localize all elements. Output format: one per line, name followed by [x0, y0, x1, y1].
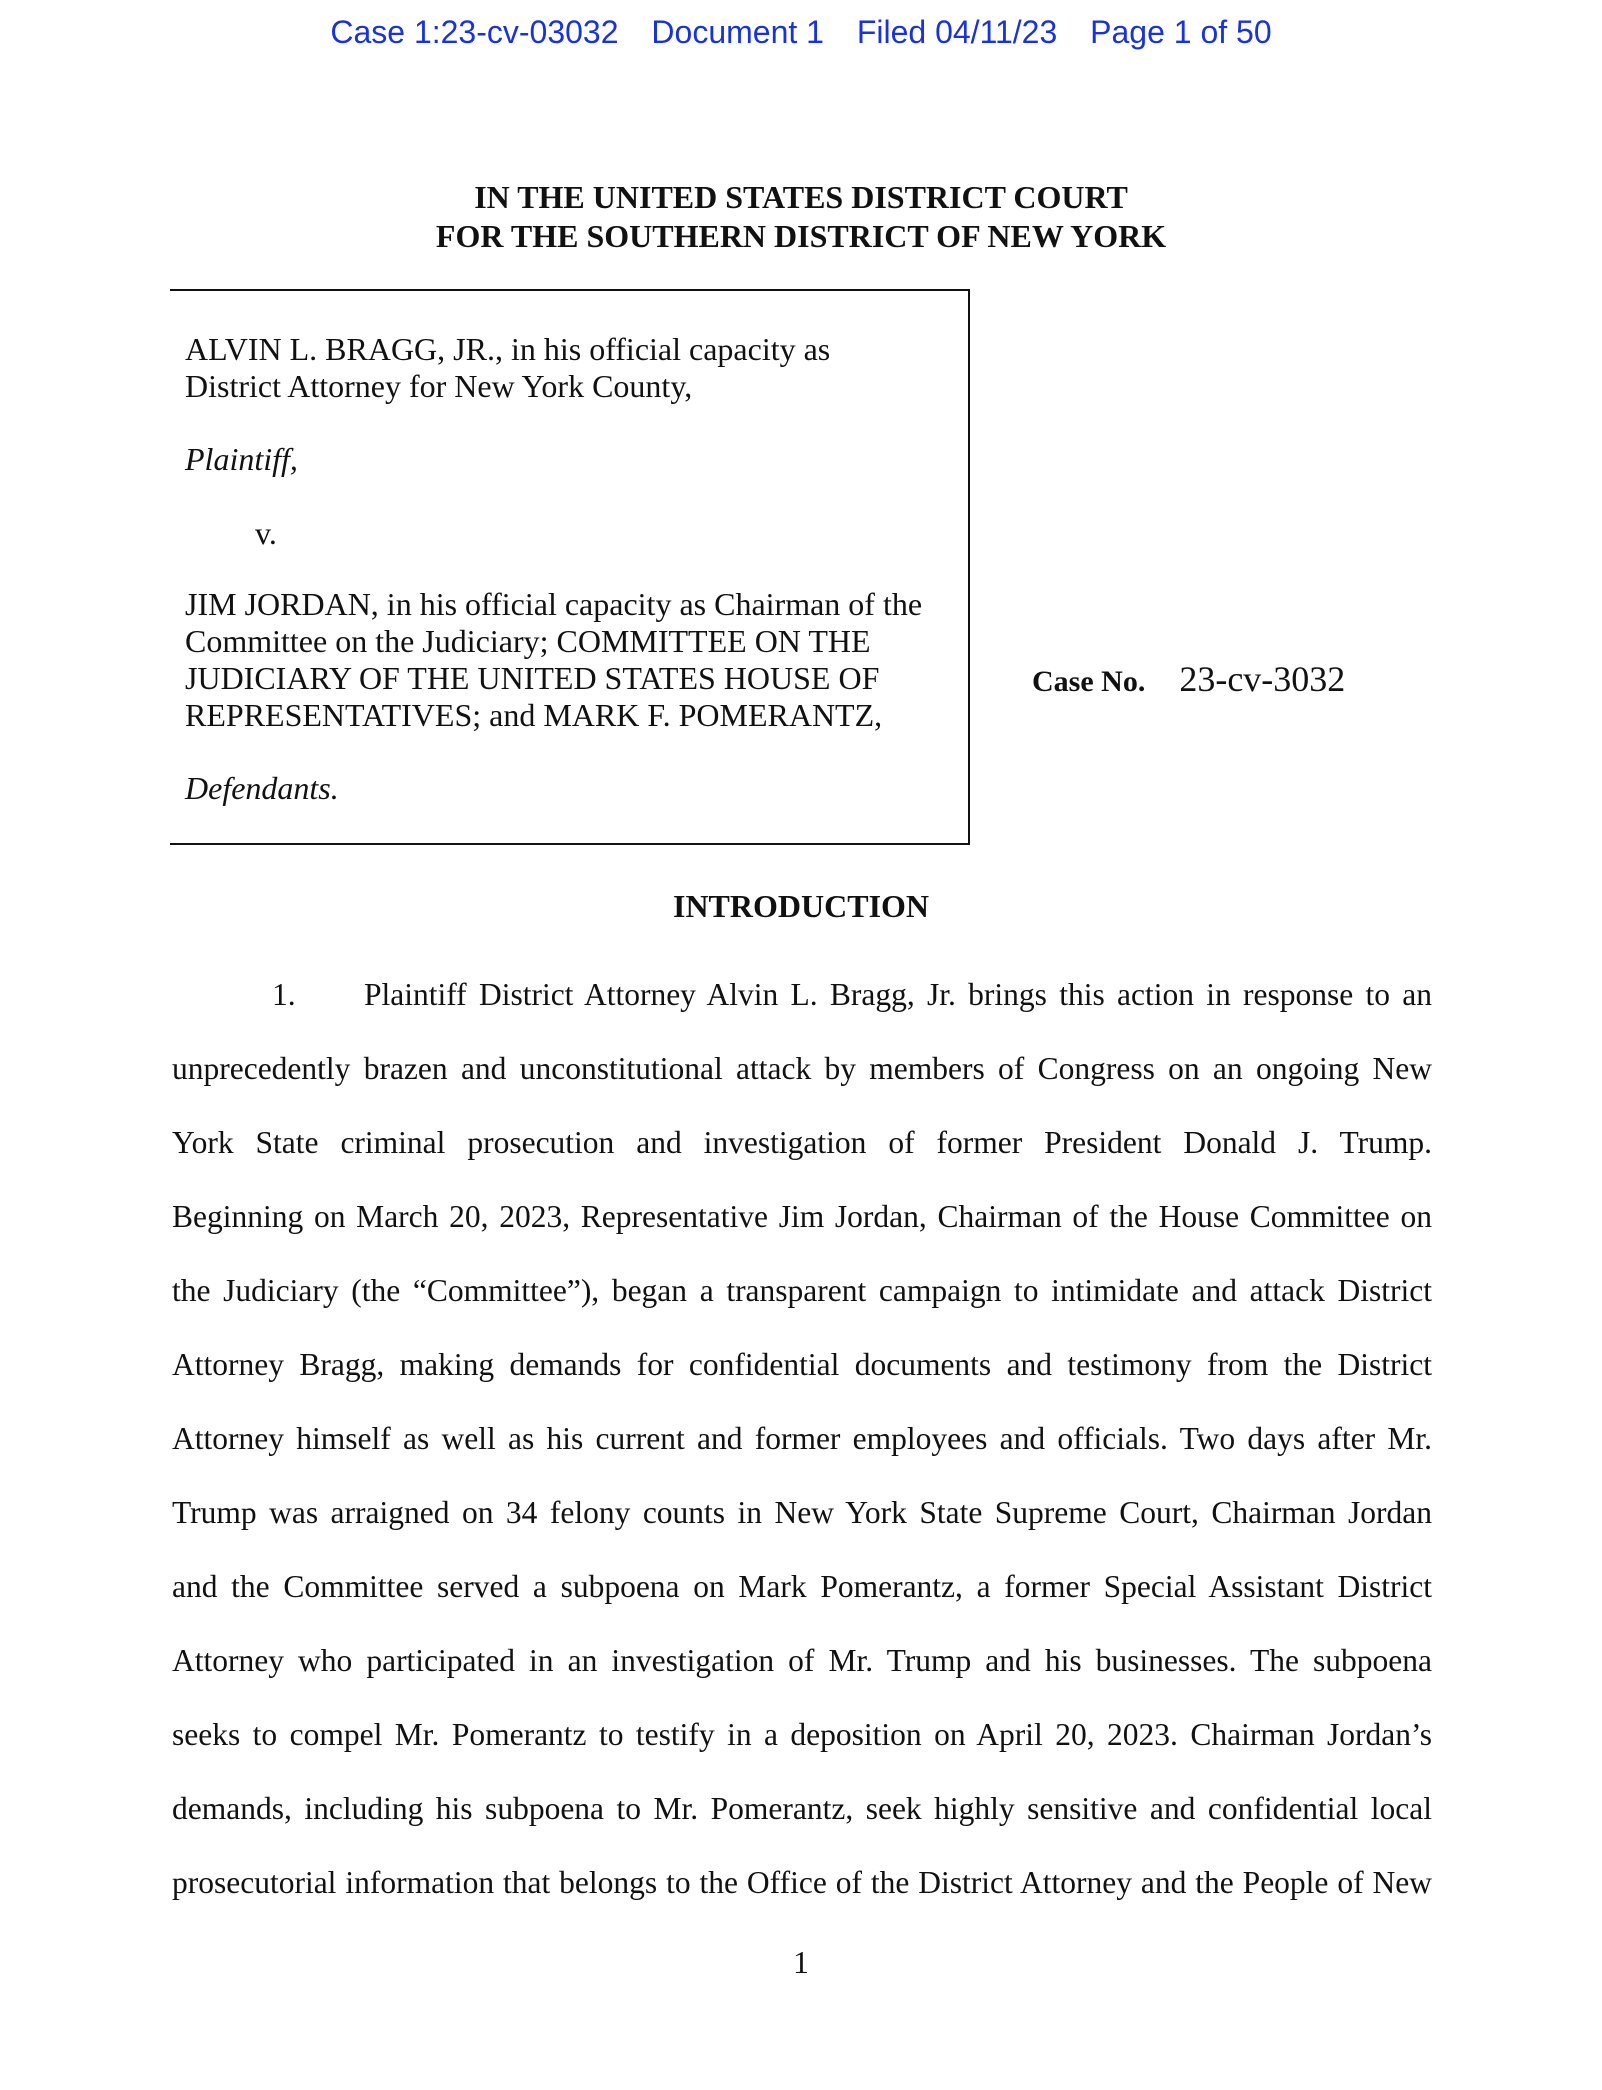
versus-label: v.: [255, 515, 277, 551]
paragraph-number: 1.: [272, 977, 296, 1012]
paragraph-line-text: Plaintiff District Attorney Alvin L. Bragg, Jr. brings this action in response to an: [364, 977, 1432, 1012]
court-heading-line2: FOR THE SOUTHERN DISTRICT OF NEW YORK: [435, 218, 1167, 254]
plaintiff-role: Plaintiff,: [185, 441, 298, 477]
paragraph-line: Beginning on March 20, 2023, Representative Jim Jordan, Chairman of the House Committee on: [172, 1199, 1432, 1234]
paragraph-line: York State criminal prosecution and investigation of former President Donald J. Trump.: [172, 1125, 1432, 1160]
paragraph-line: the Judiciary (the “Committee”), began a transparent campaign to intimidate and attack District: [172, 1273, 1432, 1308]
plaintiff-name-line2: District Attorney for New York County,: [185, 368, 693, 404]
paragraph-1: [172, 958, 1432, 1920]
paragraph-line: Attorney who participated in an investigation of Mr. Trump and his businesses. The subpoena: [172, 1643, 1432, 1678]
court-heading-line1: IN THE UNITED STATES DISTRICT COURT: [474, 179, 1128, 215]
page-number: 1: [793, 1944, 809, 1980]
case-number-block: [1032, 658, 1345, 700]
paragraph-line: Attorney Bragg, making demands for confidential documents and testimony from the District: [172, 1347, 1432, 1382]
defendants-line3: JUDICIARY OF THE UNITED STATES HOUSE OF: [185, 660, 880, 696]
paragraph-line: Trump was arraigned on 34 felony counts in New York State Supreme Court, Chairman Jordan: [172, 1495, 1432, 1530]
defendants-role: Defendants.: [185, 770, 339, 806]
case-number-label: Case No.: [1032, 665, 1146, 698]
section-heading: INTRODUCTION: [672, 888, 930, 924]
ecf-filed-date: Filed 04/11/23: [856, 14, 1058, 50]
defendants-line4: REPRESENTATIVES; and MARK F. POMERANTZ,: [185, 697, 883, 733]
case-caption-box: [170, 289, 970, 845]
paragraph-line: demands, including his subpoena to Mr. Pomerantz, seek highly sensitive and confidential local: [172, 1791, 1432, 1826]
case-number-value: 23-cv-3032: [1179, 659, 1346, 699]
ecf-document-number: Document 1: [651, 14, 824, 50]
paragraph-line: unprecedently brazen and unconstitutional attack by members of Congress on an ongoing New: [172, 1051, 1432, 1086]
paragraph-line: and the Committee served a subpoena on Mark Pomerantz, a former Special Assistant District: [172, 1569, 1432, 1604]
ecf-filing-header: [0, 14, 1602, 51]
court-heading: [0, 178, 1602, 256]
defendants-line1: JIM JORDAN, in his official capacity as Chairman of the: [185, 586, 923, 622]
paragraph-line: seeks to compel Mr. Pomerantz to testify in a deposition on April 20, 2023. Chairman Jordan’s: [172, 1717, 1432, 1752]
defendants-line2: Committee on the Judiciary; COMMITTEE ON THE: [185, 623, 871, 659]
paragraph-line: Attorney himself as well as his current and former employees and officials. Two days after Mr.: [172, 1421, 1432, 1456]
plaintiff-name-line1: ALVIN L. BRAGG, JR., in his official capacity as: [185, 331, 831, 367]
paragraph-line: prosecutorial information that belongs to the Office of the District Attorney and the People of New: [172, 1865, 1432, 1900]
paragraph-line: [172, 958, 1432, 1032]
ecf-case-number: Case 1:23-cv-03032: [330, 14, 619, 50]
ecf-page-count: Page 1 of 50: [1090, 14, 1272, 50]
